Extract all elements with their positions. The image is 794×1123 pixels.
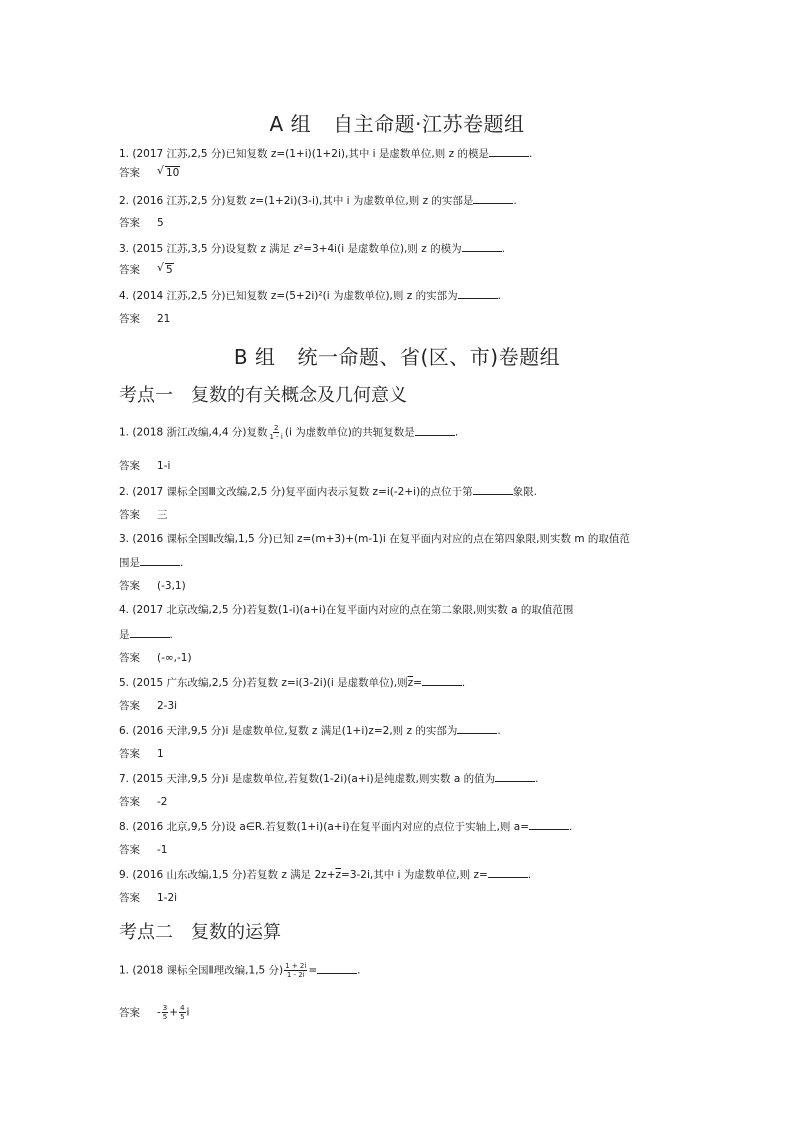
a-question-4: 4. (2014 江苏,2,5 分)已知复数 z=(5+2i)²(i 为虚数单位),则 z 的实部为 . [119,290,501,302]
section-b-subtitle: 统一命题、省(区、市)卷题组 [297,345,561,369]
fraction: $\frac{4}{5}$ [180,1004,185,1021]
a-answer-2: 答案 5 [119,217,164,229]
section-b-label: B 组 [233,345,276,369]
a-question-3: 3. (2015 江苏,3,5 分)设复数 z 满足 z²=3+4i(i 是虚数单位),则 z 的模为 . [119,243,505,255]
kp2-question-1: 1. (2018 课标全国Ⅱ理改编,1,5 分) $\frac{1 + 2i}{1 - 2i}$ = . [119,962,361,979]
b-question-7: 7. (2015 天津,9,5 分)i 是虚数单位,若复数(1-2i)(a+i)是纯虚数,则实数 a 的值为 . [119,773,539,785]
sqrt-icon: √ 10 [157,164,180,179]
section-a-label: A 组 [269,112,312,136]
b-question-4-line1: 4. (2017 北京改编,2,5 分)若复数(1-i)(a+i)在复平面内对应的点在第二象限,则实数 a 的取值范围 [119,604,574,616]
b-question-3-line2: 围是 . [119,557,184,569]
fraction: $\frac{2}{1 - i}$ [269,424,283,441]
b-question-2: 2. (2017 课标全国Ⅲ文改编,2,5 分)复平面内表示复数 z=i(-2+i)的点位于第 象限. [119,486,538,498]
b-answer-4: 答案 (-∞,-1) [119,652,192,664]
b-answer-9: 答案 1-2i [119,892,178,904]
b-answer-5: 答案 2-3i [119,700,178,712]
section-b-title [0,341,794,370]
b-question-3-line1: 3. (2016 课标全国Ⅱ改编,1,5 分)已知 z=(m+3)+(m-1)i 在复平面内对应的点在第四象限,则实数 m 的取值范 [119,533,630,545]
b-question-9: 9. (2016 山东改编,1,5 分)若复数 z 满足 $2z+\overline{z}=3-2i$,其中 i 为虚数单位,则 z= . [119,869,532,881]
b-question-6: 6. (2016 天津,9,5 分)i 是虚数单位,复数 z 满足(1+i)z=2,则 z 的实部为 . [119,725,501,737]
a-answer-4: 答案 21 [119,313,171,325]
fraction: $\frac{1 + 2i}{1 - 2i}$ [285,962,307,979]
b-question-5: 5. (2015 广东改编,2,5 分)若复数 z=i(3-2i)(i 是虚数单位),则$\overline{z}=$ . [119,677,466,689]
section-a-subtitle: 自主命题·江苏卷题组 [333,112,525,136]
b-answer-7: 答案 -2 [119,796,168,808]
b-answer-3: 答案 (-3,1) [119,580,186,592]
a-question-2: 2. (2016 江苏,2,5 分)复数 z=(1+2i)(3-i),其中 i 为虚数单位,则 z 的实部是 . [119,195,517,207]
kp1-heading: 考点一 复数的有关概念及几何意义 [119,385,407,406]
kp2-answer-1: 答案 - $\frac{3}{5}$ + $\frac{4}{5}$ i [119,1004,190,1021]
b-answer-6: 答案 1 [119,748,164,760]
a-answer-3: 答案 √ 5 [119,261,173,276]
a-answer-1: 答案 √ 10 [119,164,180,179]
b-answer-2: 答案 三 [119,509,168,521]
b-question-4-line2: 是 . [119,629,173,641]
section-a-title [0,108,794,137]
sqrt-icon: √ 5 [157,261,173,276]
kp2-heading: 考点二 复数的运算 [119,922,281,943]
b-answer-8: 答案 -1 [119,844,168,856]
b-question-8: 8. (2016 北京,9,5 分)设 a∈R.若复数(1+i)(a+i)在复平面内对应的点位于实轴上,则 a= . [119,821,573,833]
fraction: $\frac{3}{5}$ [162,1004,168,1021]
b-answer-1: 答案 1-i [119,460,171,472]
a-question-1: 1. (2017 江苏,2,5 分)已知复数 z=(1+i)(1+2i),其中 i 是虚数单位,则 z 的模是 . [119,148,533,160]
b-question-1: 1. (2018 浙江改编,4,4 分)复数 $\frac{2}{1 - i}$ (i 为虚数单位)的共轭复数是 . [119,424,459,441]
